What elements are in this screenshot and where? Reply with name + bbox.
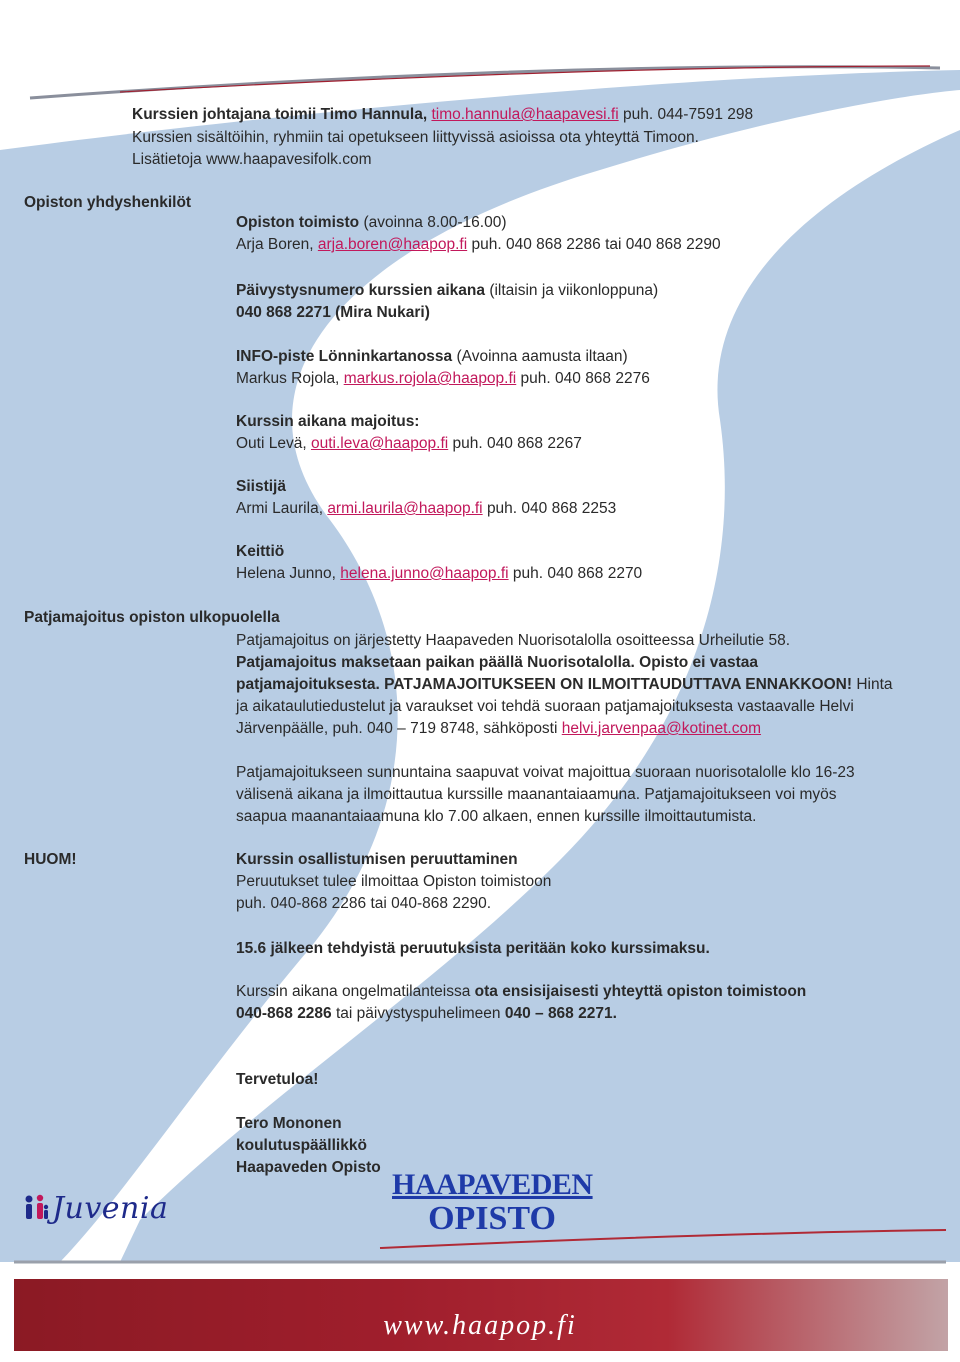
problem-prefix: Kurssin aikana ongelmatilanteissa [236,983,475,1000]
contact-office [236,212,926,256]
juvenia-wordmark: Juvenia [52,1190,169,1226]
info-name: Markus Rojola, [236,370,340,387]
problem-mid: tai päivystyspuhelimeen [331,1005,505,1022]
helvi-email-link[interactable]: helvi.jarvenpaa@kotinet.com [561,720,762,737]
header-director: Kurssien johtajana toimii Timo Hannula, [132,106,428,123]
contact-duty [236,280,926,324]
footer-url[interactable]: www.haapop.fi [383,1310,577,1341]
family-icon [22,1193,50,1223]
welcome-text: Tervetuloa! [236,1071,319,1088]
outside-line-1: Patjamajoitus on järjestetty Haapaveden Nuorisotalolla osoitteessa Urheilutie 58. [236,632,791,649]
duty-phone-number: 040 – 868 2271. [504,1005,617,1022]
cancel-title: Kurssin osallistumisen peruuttaminen [236,851,518,868]
contact-lodging [236,411,926,455]
office-phone: puh. 040 868 2286 tai 040 868 2290 [471,236,721,253]
outside-paragraph-1 [236,630,926,740]
info-note: (Avoinna aamusta iltaan) [456,348,628,365]
outside-paragraph-2 [236,762,926,828]
outside-line-4: ja aikataulutiedustelut ja varaukset voi tehdä suoraan patjamajoituksesta vastaavalle Helvi [236,698,854,715]
header-line-1 [132,104,932,126]
lodging-name: Outi Levä, [236,435,307,452]
problem-block [236,981,926,1025]
signer-name: Tero Mononen [236,1115,342,1132]
office-hours: (avoinna 8.00-16.00) [363,214,507,231]
outside-p2-line-2: välisenä aikana ja ilmoittautua kurssille maanantaiaamuna. Patjamajoitukseen voi myös [236,786,837,803]
outside-p2-line-3: saapua maanantaiaamuna klo 7.00 alkaen, ennen kurssille ilmoittautumista. [236,808,757,825]
logo-line-2: OPISTO [428,1200,556,1237]
office-name: Arja Boren, [236,236,314,253]
cancel-fee-text: 15.6 jälkeen tehdyistä peruutuksista peritään koko kurssimaksu. [236,940,710,957]
outside-price-start: Hinta [852,676,893,693]
info-phone: puh. 040 868 2276 [520,370,650,387]
cancel-line-2: Peruutukset tulee ilmoittaa Opiston toimistoon [236,873,552,890]
header-director-phone: puh. 044-7591 298 [622,106,754,123]
section-label-contacts: Opiston yhdyshenkilöt [24,194,192,211]
section-label-outside: Patjamajoitus opiston ulkopuolella [24,609,280,626]
contact-info [236,346,926,390]
header-line-2: Kurssien sisältöihin, ryhmiin tai opetukseen liittyvissä asioissa ota yhteyttä Timoon. [132,129,699,146]
kitchen-name: Helena Junno, [236,565,336,582]
contact-kitchen [236,541,926,585]
cleaner-title: Siistijä [236,478,286,495]
problem-bold: ota ensisijaisesti yhteyttä opiston toimistoon [474,983,807,1000]
signer-org: Haapaveden Opisto [236,1159,381,1176]
outside-line-5: Järvenpäälle, puh. 040 – 719 8748, sähköposti [236,720,562,737]
office-email-link[interactable]: arja.boren@haapop.fi [317,236,468,253]
kitchen-email-link[interactable]: helena.junno@haapop.fi [340,565,509,582]
info-title: INFO-piste Lönninkartanossa [236,348,453,365]
haapaveden-opisto-logo [392,1170,592,1236]
cancel-line-3: puh. 040-868 2286 tai 040-868 2290. [236,895,492,912]
info-email-link[interactable]: markus.rojola@haapop.fi [343,370,517,387]
lodging-title: Kurssin aikana majoitus: [236,413,420,430]
cleaner-phone: puh. 040 868 2253 [486,500,617,517]
outside-bold-2: patjamajoituksesta. PATJAMAJOITUKSEEN ON ILMOITTAUDUTTAVA ENNAKKOON! [236,676,853,693]
office-phone-number: 040-868 2286 [236,1005,332,1022]
contact-cleaner [236,476,926,520]
lodging-phone: puh. 040 868 2267 [452,435,582,452]
lodging-email-link[interactable]: outi.leva@haapop.fi [310,435,449,452]
cancel-fee [236,938,926,960]
director-email-link[interactable]: timo.hannula@haapavesi.fi [431,106,619,123]
office-title: Opiston toimisto [236,214,360,231]
header-line-3: Lisätietoja www.haapavesifolk.com [132,151,372,168]
kitchen-phone: puh. 040 868 2270 [512,565,643,582]
signer-role: koulutuspäällikkö [236,1137,367,1154]
duty-title: Päivystysnumero kurssien aikana [236,282,485,299]
kitchen-title: Keittiö [236,543,285,560]
logo-line-1: HAAPAVEDEN [392,1168,593,1201]
cleaner-name: Armi Laurila, [236,500,323,517]
duty-phone: 040 868 2271 (Mira Nukari) [236,304,430,321]
outside-bold-1: Patjamajoitus maksetaan paikan päällä Nuorisotalolla. Opisto ei vastaa [236,654,759,671]
duty-note: (iltaisin ja viikonloppuna) [489,282,659,299]
cleaner-email-link[interactable]: armi.laurila@haapop.fi [327,500,483,517]
outside-p2-line-1: Patjamajoitukseen sunnuntaina saapuvat voivat majoittua suoraan nuorisotalolle klo 16-23 [236,764,855,781]
cancel-block [236,849,926,915]
section-label-huom: HUOM! [24,851,77,868]
welcome [236,1069,926,1091]
juvenia-logo [22,1188,182,1228]
